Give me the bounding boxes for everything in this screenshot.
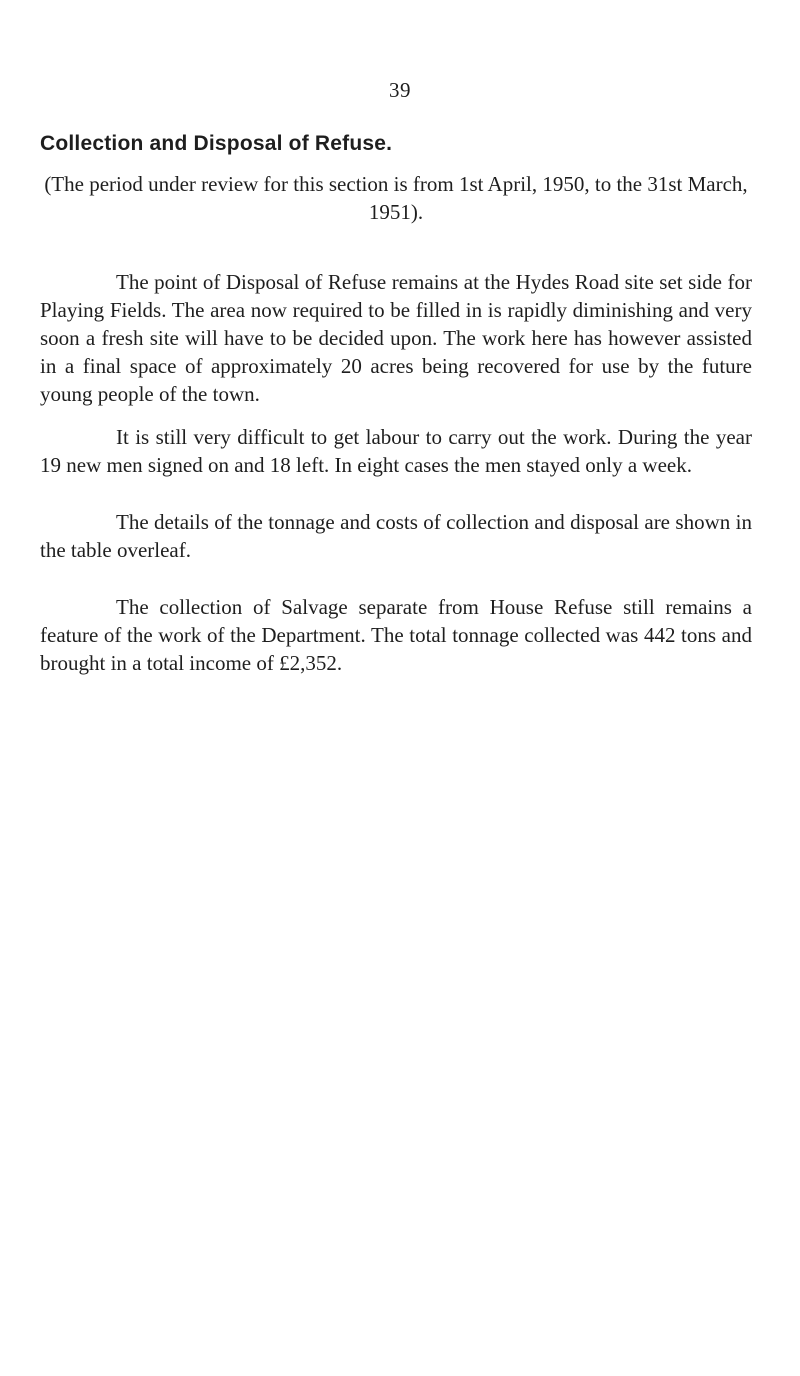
paragraph-salvage: The collection of Salvage separate from House Refuse still remains a feature of the work of the Department. The total tonnage collected was 442 tons and brought in a total income of £2,352. xyxy=(40,595,752,675)
period-note: (The period under review for this section is from 1st April, 1950, to the 31st March, 1951). xyxy=(44,172,748,224)
paragraph-tonnage-details: The details of the tonnage and costs of collection and disposal are shown in the table overleaf. xyxy=(40,510,752,562)
paragraph-disposal-site: The point of Disposal of Refuse remains at the Hydes Road site set side for Playing Fields. The area now required to be filled in is rapidly diminishing and very soon a fresh site will have to be decided upon. The work here has however assisted in a final space of approximately 20 acres being recovered for use by the future young people of the town. xyxy=(40,270,752,406)
section-heading: Collection and Disposal of Refuse. xyxy=(40,132,393,155)
paragraph-labour: It is still very difficult to get labour to carry out the work. During the year 19 new men signed on and 18 left. In eight cases the men stayed only a week. xyxy=(40,425,752,477)
page-number: 39 xyxy=(389,78,411,102)
